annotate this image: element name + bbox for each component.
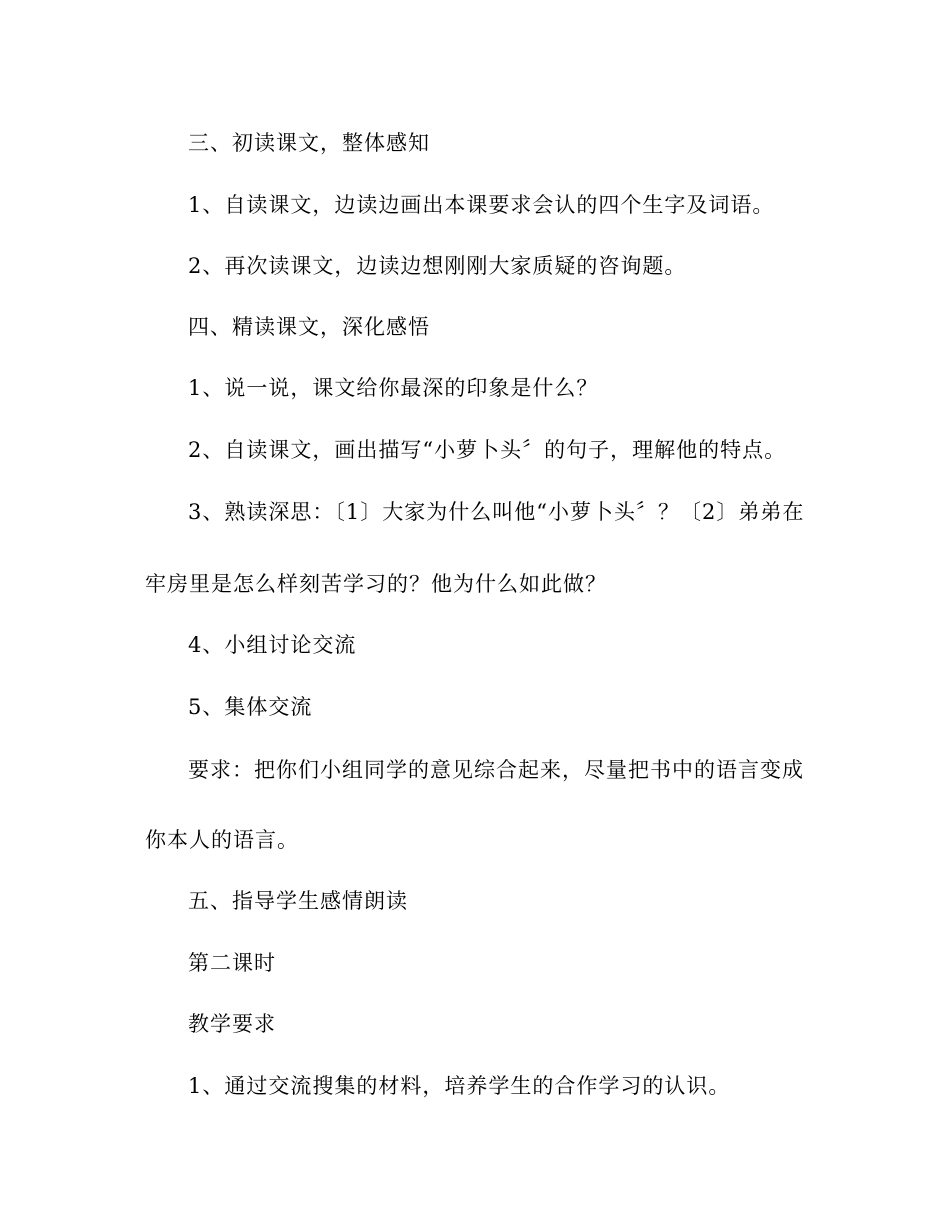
paragraph: 5、集体交流	[188, 695, 313, 719]
section-heading: 五、指导学生感情朗读	[188, 889, 408, 913]
paragraph: 2、再次读课文，边读边想刚刚大家质疑的咨询题。	[188, 254, 687, 278]
section-heading: 教学要求	[188, 1012, 276, 1036]
paragraph: 要求：把你们小组同学的意见综合起来，尽量把书中的语言变成	[188, 758, 804, 782]
paragraph-continuation: 牢房里是怎么样刻苦学习的？他为什么如此做？	[145, 572, 607, 596]
section-heading: 第二课时	[188, 951, 276, 975]
paragraph: 1、通过交流搜集的材料，培养学生的合作学习的认识。	[188, 1074, 731, 1098]
paragraph: 1、说一说，课文给你最深的印象是什么？	[188, 376, 599, 400]
paragraph: 4、小组讨论交流	[188, 633, 357, 657]
paragraph: 3、熟读深思：〔1〕大家为什么叫他“小萝卜头〞？〔2〕弟弟在	[188, 500, 805, 524]
section-heading: 四、精读课文，深化感悟	[188, 315, 430, 339]
paragraph: 1、自读课文，边读边画出本课要求会认的四个生字及词语。	[188, 193, 775, 217]
paragraph: 2、自读课文，画出描写“小萝卜头〞的句子，理解他的特点。	[188, 438, 787, 462]
section-heading: 三、初读课文，整体感知	[188, 131, 430, 155]
paragraph-continuation: 你本人的语言。	[145, 828, 299, 852]
